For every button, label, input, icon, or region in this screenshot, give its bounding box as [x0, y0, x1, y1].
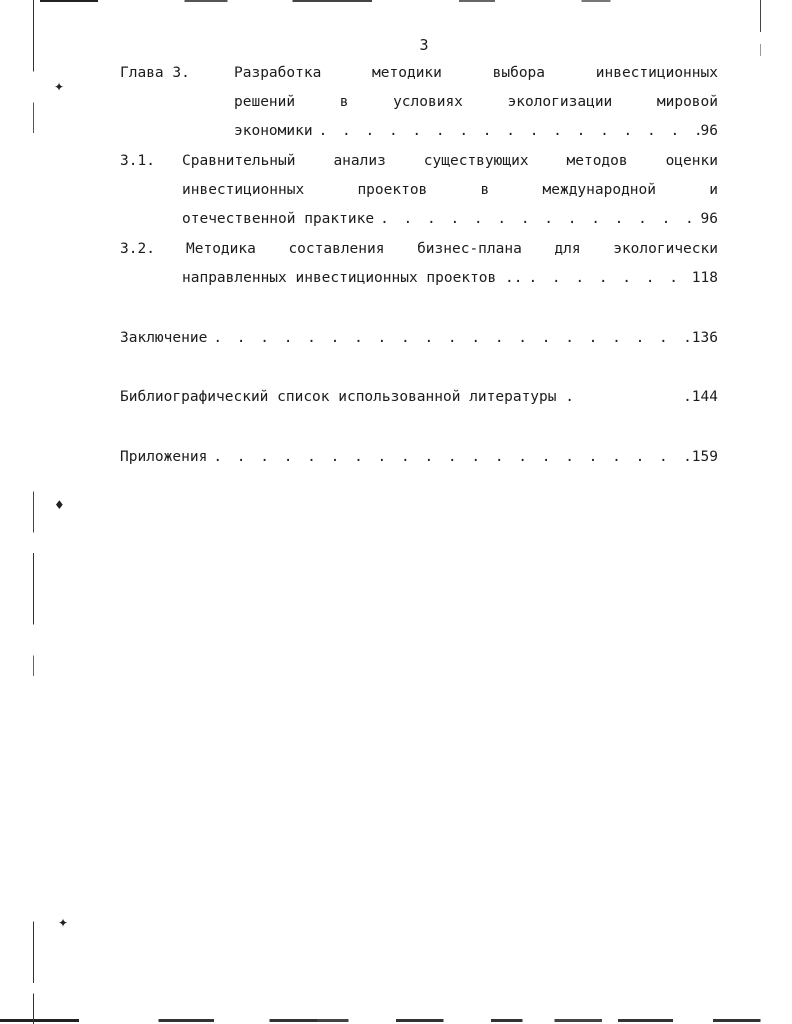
toc-word: инвестиционных: [182, 182, 305, 198]
toc-section-title-line3: [182, 208, 718, 230]
toc-entry-title: Заключение: [120, 330, 208, 346]
toc-chapter-title-line2: [234, 91, 718, 113]
toc-section-title-line1: [186, 238, 718, 260]
toc-word: решений: [234, 94, 296, 110]
toc-leader-dots: [522, 267, 691, 289]
toc-section-number: 3.1.: [120, 153, 155, 169]
toc-chapter-title-line3: [234, 120, 718, 142]
toc-word: оценки: [665, 153, 718, 169]
toc-word: бизнес-плана: [417, 241, 522, 257]
toc-section-title-line2: [182, 179, 718, 201]
scan-speck: ✦: [58, 916, 69, 930]
scan-edge-bottom: [0, 1019, 792, 1022]
scan-edge-top: [40, 0, 762, 2]
toc-word: Разработка: [234, 65, 322, 81]
toc-page-number: .159: [683, 449, 718, 465]
toc-word: в: [480, 182, 490, 198]
toc-word: Сравнительный: [182, 153, 296, 169]
toc-entry-conclusion: [120, 327, 718, 349]
toc-word: выбора: [492, 65, 546, 81]
toc-section-number: 3.2.: [120, 241, 155, 257]
toc-word: составления: [288, 241, 385, 257]
toc-word: экологизации: [507, 94, 613, 110]
toc-leader-dots: [207, 446, 683, 468]
toc-word: экономики: [234, 123, 313, 139]
toc-word: инвестиционных: [595, 65, 718, 81]
toc-word: проектов: [357, 182, 428, 198]
toc-word: и: [709, 182, 718, 198]
scan-speck: ♦: [54, 498, 65, 512]
toc-page-number: .136: [683, 330, 718, 346]
toc-word: экологически: [613, 241, 718, 257]
toc-word: методов: [566, 153, 628, 169]
toc-word: направленных инвестиционных проектов ..: [182, 270, 523, 286]
toc-word: в: [339, 94, 349, 110]
toc-page-number: 96: [700, 123, 718, 139]
toc-word: Методика: [186, 241, 256, 257]
toc-section-title-line2: [182, 267, 718, 289]
page-number: 3: [419, 36, 429, 54]
toc-word: анализ: [333, 153, 386, 169]
toc-word: для: [554, 241, 581, 257]
toc-leader-dots: [374, 208, 700, 230]
toc-word: методики: [372, 65, 442, 81]
toc-word: условиях: [393, 94, 463, 110]
toc-word: отечественной практике: [182, 211, 375, 227]
toc-page-number: 96: [700, 211, 718, 227]
toc-chapter-title-line1: [234, 62, 718, 84]
toc-word: международной: [542, 182, 656, 198]
scan-speck: ✦: [54, 80, 65, 94]
toc-word: мировой: [656, 94, 718, 110]
toc-page-number: 118: [691, 270, 718, 286]
toc-entry-title: Приложения: [120, 449, 208, 465]
toc-leader-dots: [313, 120, 701, 142]
toc-leader-dots: [207, 327, 683, 349]
toc-entry-bibliography: [120, 386, 718, 408]
toc-entry-appendices: [120, 446, 718, 468]
toc-section-title-line1: [182, 150, 718, 172]
toc-page-number: .144: [683, 389, 718, 405]
scan-edge-left: [33, 0, 34, 1024]
toc-word: существующих: [423, 153, 529, 169]
toc-chapter-number: Глава 3.: [120, 65, 190, 81]
toc-entry-title: Библиографический список использованной литературы .: [120, 389, 574, 405]
